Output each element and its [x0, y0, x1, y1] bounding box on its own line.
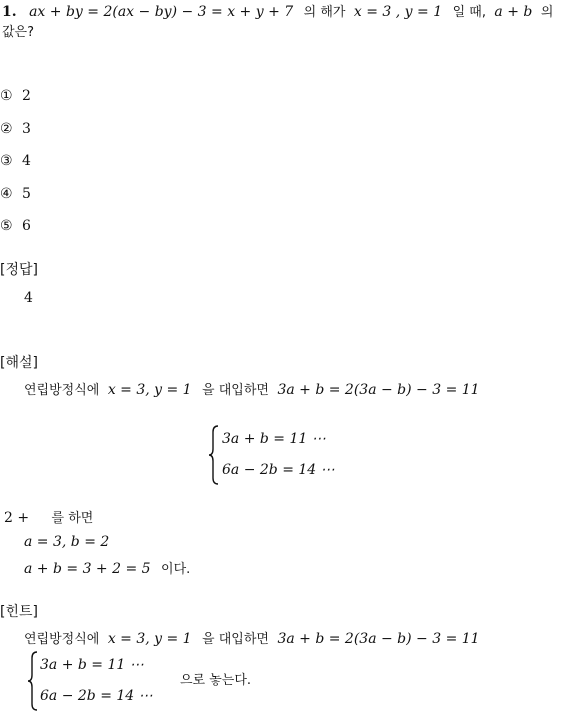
hint-text-3: 으로 놓는다. [180, 673, 252, 688]
explanation-brace [208, 425, 220, 485]
choice-3[interactable] [0, 153, 31, 170]
question-target: a + b [494, 4, 533, 20]
explanation-operation-text: 를 하면 [51, 511, 94, 526]
choice-1-value: 2 [22, 88, 31, 104]
question-text-2: 일 때, [452, 5, 486, 20]
hint-text-2: 을 대입하면 [202, 632, 269, 647]
answer-label: [정답] [0, 262, 38, 278]
choice-3-value: 4 [22, 153, 31, 169]
hint-text-1: 연립방정식에 [24, 632, 100, 647]
question-number: 1. [2, 4, 17, 20]
hint-label: [힌트] [0, 604, 38, 620]
question-line [2, 4, 553, 21]
hint-equation: 3a + b = 2(3a − b) − 3 = 11 [277, 631, 480, 647]
explanation-label: [해설] [0, 355, 38, 371]
choice-1-mark: ① [0, 88, 13, 104]
explanation-text-1: 연립방정식에 [24, 383, 100, 398]
explanation-equation: 3a + b = 2(3a − b) − 3 = 11 [277, 382, 480, 398]
question-text-3: 의 [540, 5, 554, 20]
answer-value: 4 [24, 290, 33, 306]
choice-2-mark: ② [0, 121, 13, 137]
choice-4-value: 5 [22, 186, 31, 202]
explanation-result-1: a = 3, b = 2 [24, 534, 110, 550]
explanation-operation: 2 + [4, 510, 30, 526]
question-equation: ax + by = 2(ax − by) − 3 = x + y + 7 [29, 4, 294, 20]
explanation-line-1 [24, 382, 480, 399]
explanation-result-2: a + b = 3 + 2 = 5 [24, 561, 151, 577]
explanation-system-eq-2: 6a − 2b = 14 ⋯ [222, 462, 335, 478]
choice-2[interactable] [0, 121, 31, 138]
choice-2-value: 3 [22, 121, 31, 137]
hint-line-1 [24, 631, 480, 648]
hint-system-eq-2: 6a − 2b = 14 ⋯ [40, 688, 153, 704]
explanation-system-eq-1: 3a + b = 11 ⋯ [222, 431, 326, 447]
choice-5[interactable] [0, 218, 31, 235]
question-condition: x = 3 , y = 1 [353, 4, 443, 20]
choice-4[interactable] [0, 186, 31, 203]
hint-condition: x = 3, y = 1 [107, 631, 192, 647]
explanation-condition: x = 3, y = 1 [107, 382, 192, 398]
explanation-result-2-line [24, 561, 190, 578]
explanation-text-2: 을 대입하면 [202, 383, 269, 398]
hint-brace [27, 651, 39, 711]
explanation-operation-line [4, 510, 93, 527]
choice-5-mark: ⑤ [0, 218, 13, 234]
explanation-result-2-text: 이다. [161, 562, 191, 577]
hint-system-eq-1: 3a + b = 11 ⋯ [40, 657, 144, 673]
choice-3-mark: ③ [0, 153, 13, 169]
choice-5-value: 6 [22, 218, 31, 234]
question-text-1: 의 해가 [303, 5, 346, 20]
choice-4-mark: ④ [0, 186, 13, 202]
choice-1[interactable] [0, 88, 31, 105]
question-line-2: 값은? [2, 25, 35, 40]
